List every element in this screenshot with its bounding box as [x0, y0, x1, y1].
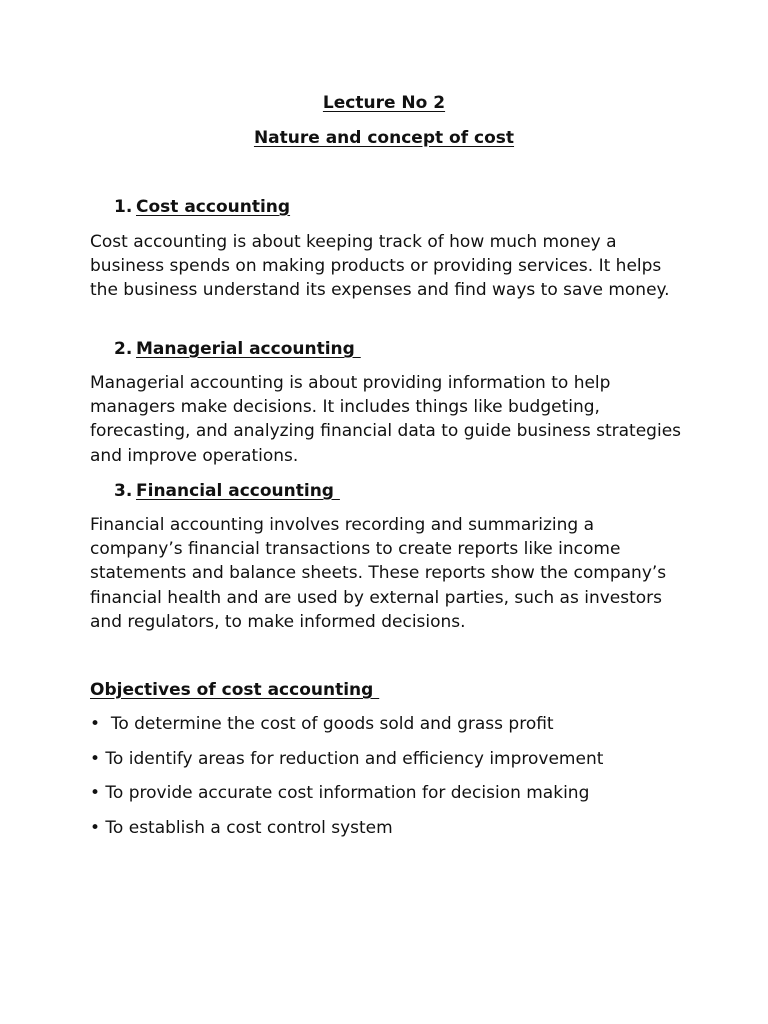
section-heading-managerial-accounting	[114, 339, 361, 359]
objectives-list	[90, 714, 603, 853]
lecture-subtitle: Nature and concept of cost	[253, 128, 515, 148]
section-heading-text: Cost accounting	[136, 197, 291, 217]
section-body-financial-accounting: Financial accounting involves recording and summarizing a company’s financial transactions to create reports like income statements and balance sheets. These reports show the company’s financial health and are used by external parties, such as investors and regulators, to make informed decisions.	[90, 515, 667, 632]
section-heading-financial-accounting	[114, 481, 340, 501]
section-heading-text: Managerial accounting	[136, 339, 361, 359]
section-body-cost-accounting: Cost accounting is about keeping track of how much money a business spends on making products or providing services. It helps the business understand its expenses and find ways to save money.	[90, 232, 670, 301]
objective-item: • To establish a cost control system	[90, 818, 393, 839]
objective-item: • To determine the cost of goods sold and grass profit	[90, 714, 554, 734]
lecture-title: Lecture No 2	[322, 93, 446, 113]
section-heading-cost-accounting	[114, 197, 290, 217]
section-heading-text: Financial accounting	[136, 481, 340, 501]
section-number: 3.	[114, 481, 133, 501]
section-number: 2.	[114, 339, 133, 359]
objective-item: • To identify areas for reduction and efficiency improvement	[90, 748, 604, 769]
objective-item: • To provide accurate cost information for decision making	[90, 783, 590, 804]
objectives-heading: Objectives of cost accounting	[90, 680, 380, 700]
section-body-managerial-accounting: Managerial accounting is about providing information to help managers make decisions. It includes things like budgeting, forecasting, and analyzing financial data to guide business strategies and improve operations.	[90, 373, 682, 466]
section-number: 1.	[114, 197, 133, 217]
